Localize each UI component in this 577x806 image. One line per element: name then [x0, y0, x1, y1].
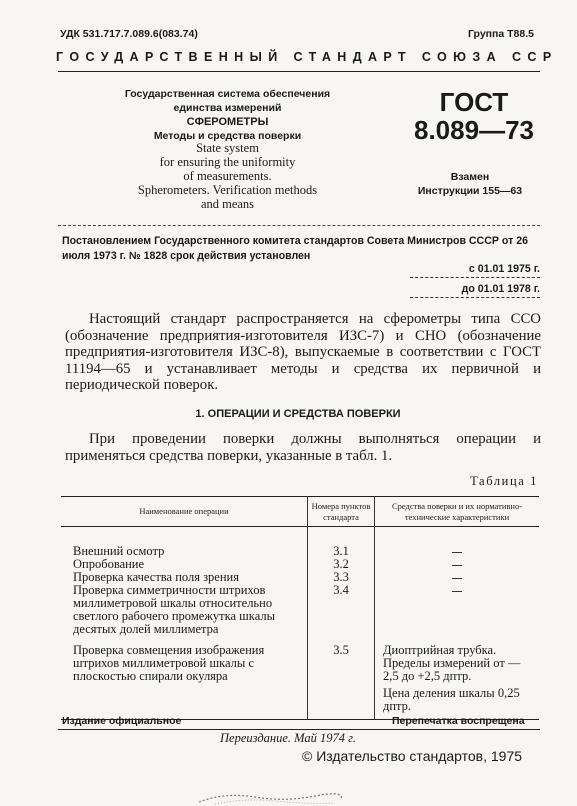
- title-en-line: Spherometers. Verification methods: [137, 183, 318, 197]
- header-means: Средства поверки и их нормативно-технические характеристики: [391, 501, 523, 522]
- title-en-line: and means: [200, 197, 255, 211]
- date-from: с 01.01 1975 г.: [410, 262, 540, 278]
- cell-clause: 3.2: [308, 558, 375, 571]
- library-stamp-mark: [195, 788, 345, 806]
- intro-paragraph: Настоящий стандарт распространяется на сферометры типа ССО (обозначение предприятия-изготовителя ИЗС-7) и СНО (обозначение предприятия-изготовителя ИЗС-8), выпускаемые в соответствии с ГОСТ 11194—65 и устанавливает методы и средства их первичной и периодической поверок.: [65, 311, 541, 393]
- replaces-document: Инструкции 155—63: [417, 185, 523, 197]
- state-standard-heading: ГОСУДАРСТВЕННЫЙ СТАНДАРТ СОЮЗА ССР: [56, 50, 558, 64]
- cell-operation: Проверка качества поля зрения: [73, 570, 239, 584]
- table-row: [61, 584, 539, 636]
- middle-rule: [58, 225, 540, 226]
- cell-operation: Внешний осмотр: [73, 544, 165, 558]
- cell-means-dash: [375, 527, 540, 559]
- table-header-row: [61, 497, 539, 527]
- cell-clause: 3.5: [308, 636, 375, 720]
- table-row: [61, 636, 539, 720]
- title-english: [110, 141, 345, 211]
- copyright-line: © Издательство стандартов, 1975: [302, 748, 523, 764]
- title-ru-line: единства измерений: [173, 102, 282, 114]
- title-ru-line: Государственная система обеспечения: [124, 88, 331, 100]
- top-rule: [58, 71, 540, 72]
- dash-mark: [452, 591, 462, 592]
- reissue-note: Переиздание. Май 1974 г.: [220, 731, 356, 745]
- replaces-block: [400, 170, 540, 198]
- bottom-rule: [58, 729, 540, 730]
- gost-label: ГОСТ: [439, 87, 509, 117]
- means-line: Диоптрийная трубка.: [383, 643, 497, 657]
- table-label: Таблица 1: [470, 474, 538, 488]
- means-line: Цена деления шкалы 0,25 дптр.: [383, 686, 520, 713]
- means-line: Пределы измерений от —2,5 до +2,5 дптр.: [383, 656, 521, 683]
- group-code: Группа Т88.5: [468, 28, 534, 40]
- title-en-line: of measurements.: [183, 169, 272, 183]
- udc-code: УДК 531.717.7.089.6(083.74): [60, 28, 198, 40]
- replaces-label: Взамен: [450, 171, 490, 183]
- cell-clause: 3.3: [308, 571, 375, 584]
- title-ru-line: Методы и средства поверки: [153, 130, 302, 142]
- decree-text: Постановлением Государственного комитета стандартов Совета Министров СССР от 26 июля 1973 г. № 1828 срок действия установлен: [62, 235, 528, 262]
- gost-number: 8.089—73: [414, 115, 534, 145]
- title-ru-line: СФЕРОМЕТРЫ: [186, 116, 269, 128]
- cell-clause: 3.1: [308, 527, 375, 559]
- header-operation: Наименование операции: [139, 506, 229, 517]
- section-paragraph: При проведении поверки должны выполняться операции и применяться средства поверки, указанные в табл. 1.: [65, 431, 541, 464]
- cell-clause: 3.4: [308, 584, 375, 636]
- cell-operation: Проверка совмещения изображения штрихов миллиметровой шкалы с плоскостью спирали окуляра: [61, 636, 308, 720]
- header-clause: Номера пунктов стандарта: [308, 497, 375, 527]
- table-row: [61, 527, 539, 559]
- title-en-line: State system: [196, 141, 259, 155]
- cell-operation: Опробование: [73, 557, 145, 571]
- validity-dates: [410, 262, 540, 302]
- reprint-prohibited: Перепечатка воспрещена: [392, 715, 525, 727]
- cell-means-dash: [375, 571, 540, 584]
- cell-means: [375, 636, 540, 720]
- date-to: до 01.01 1978 г.: [410, 282, 540, 298]
- title-russian: [110, 87, 345, 143]
- dash-mark: [452, 552, 462, 553]
- dash-mark: [452, 578, 462, 579]
- cell-means-dash: [375, 584, 540, 636]
- title-en-line: for ensuring the uniformity: [159, 155, 296, 169]
- section-title: 1. ОПЕРАЦИИ И СРЕДСТВА ПОВЕРКИ: [195, 408, 401, 420]
- operations-table: [61, 496, 539, 720]
- cell-operation: Проверка симметричности штрихов миллиметровой шкалы относительно светлого рабочего промежутка шкалы десятых долей миллиметра: [73, 583, 275, 636]
- official-edition: Издание официальное: [62, 715, 182, 727]
- cell-means-dash: [375, 558, 540, 571]
- dash-mark: [452, 565, 462, 566]
